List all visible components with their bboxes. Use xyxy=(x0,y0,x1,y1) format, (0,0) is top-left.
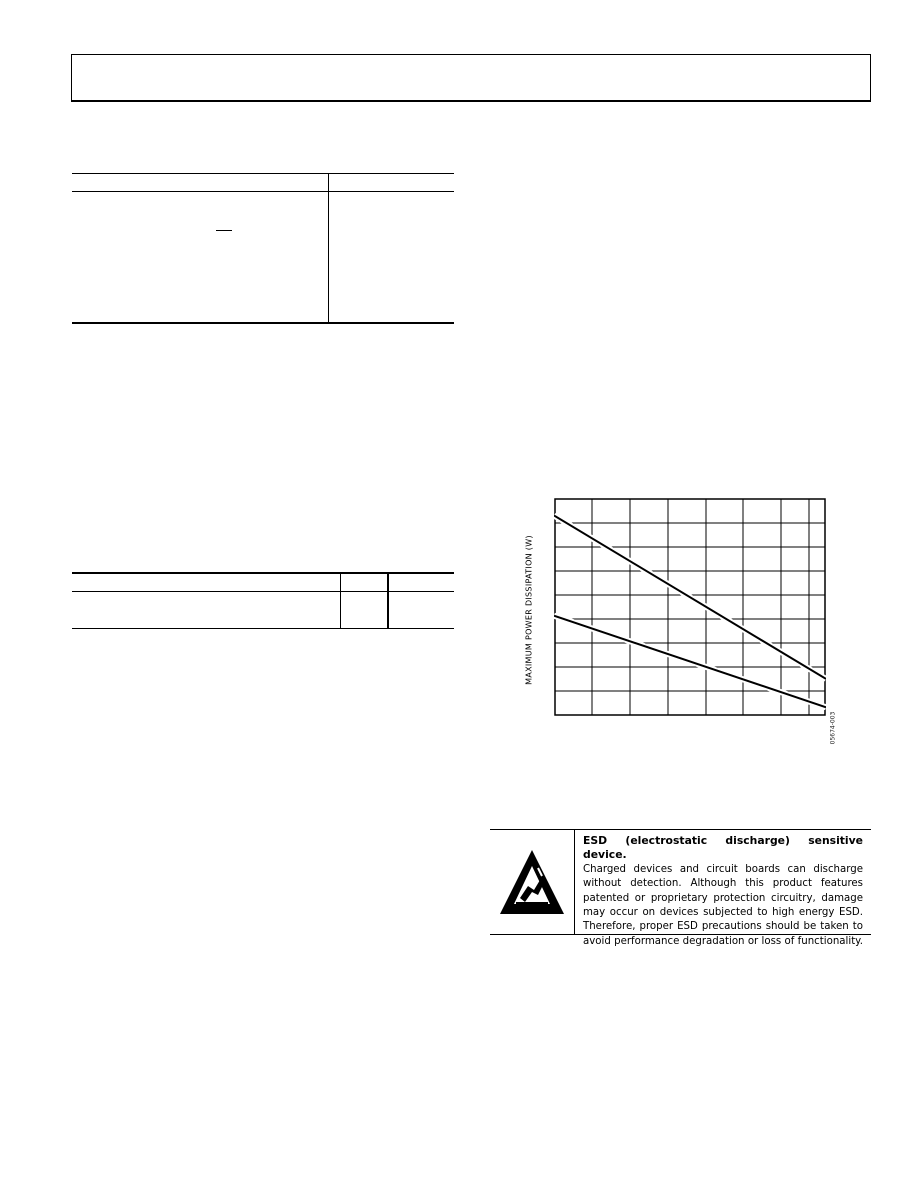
chart-y-axis-label: MAXIMUM POWER DISSIPATION (W) xyxy=(524,535,534,685)
esd-line: Charged devices and circuit boards can discharge xyxy=(583,863,863,875)
chart-series xyxy=(554,515,826,707)
chart-grid xyxy=(555,499,825,715)
table-header-rule xyxy=(72,191,454,192)
table-column-divider xyxy=(328,173,329,323)
table2-bottom-rule xyxy=(72,628,454,629)
esd-line: without detection. Although this product features xyxy=(583,878,863,890)
table-overbar-mark xyxy=(216,230,232,231)
table2-column-divider-1 xyxy=(340,572,341,629)
esd-notice xyxy=(490,829,871,947)
esd-line: patented or proprietary protection circuitry, damage xyxy=(583,892,863,904)
esd-text-block xyxy=(583,834,863,949)
series-line-1 xyxy=(554,515,826,679)
table2-header-rule xyxy=(72,591,454,592)
esd-line: may occur on devices subjected to high energy ESD. xyxy=(583,907,863,919)
table-top-rule xyxy=(72,173,454,174)
table2-top-rule xyxy=(72,572,454,574)
table2-column-divider-2 xyxy=(387,572,389,629)
esd-line: avoid performance degradation or loss of functionality. xyxy=(583,935,863,947)
figure-code: 05674-003 xyxy=(829,711,837,745)
table-bottom-rule xyxy=(72,322,454,324)
esd-title: ESD (electrostatic discharge) sensitive device. xyxy=(583,834,863,862)
esd-divider xyxy=(574,830,575,934)
series-line-2 xyxy=(554,616,826,708)
esd-warning-icon xyxy=(498,848,566,921)
esd-line: Therefore, proper ESD precautions should be taken to xyxy=(583,921,863,933)
page-header xyxy=(71,54,871,102)
chart-frame xyxy=(555,499,825,715)
power-dissipation-chart xyxy=(554,498,826,716)
